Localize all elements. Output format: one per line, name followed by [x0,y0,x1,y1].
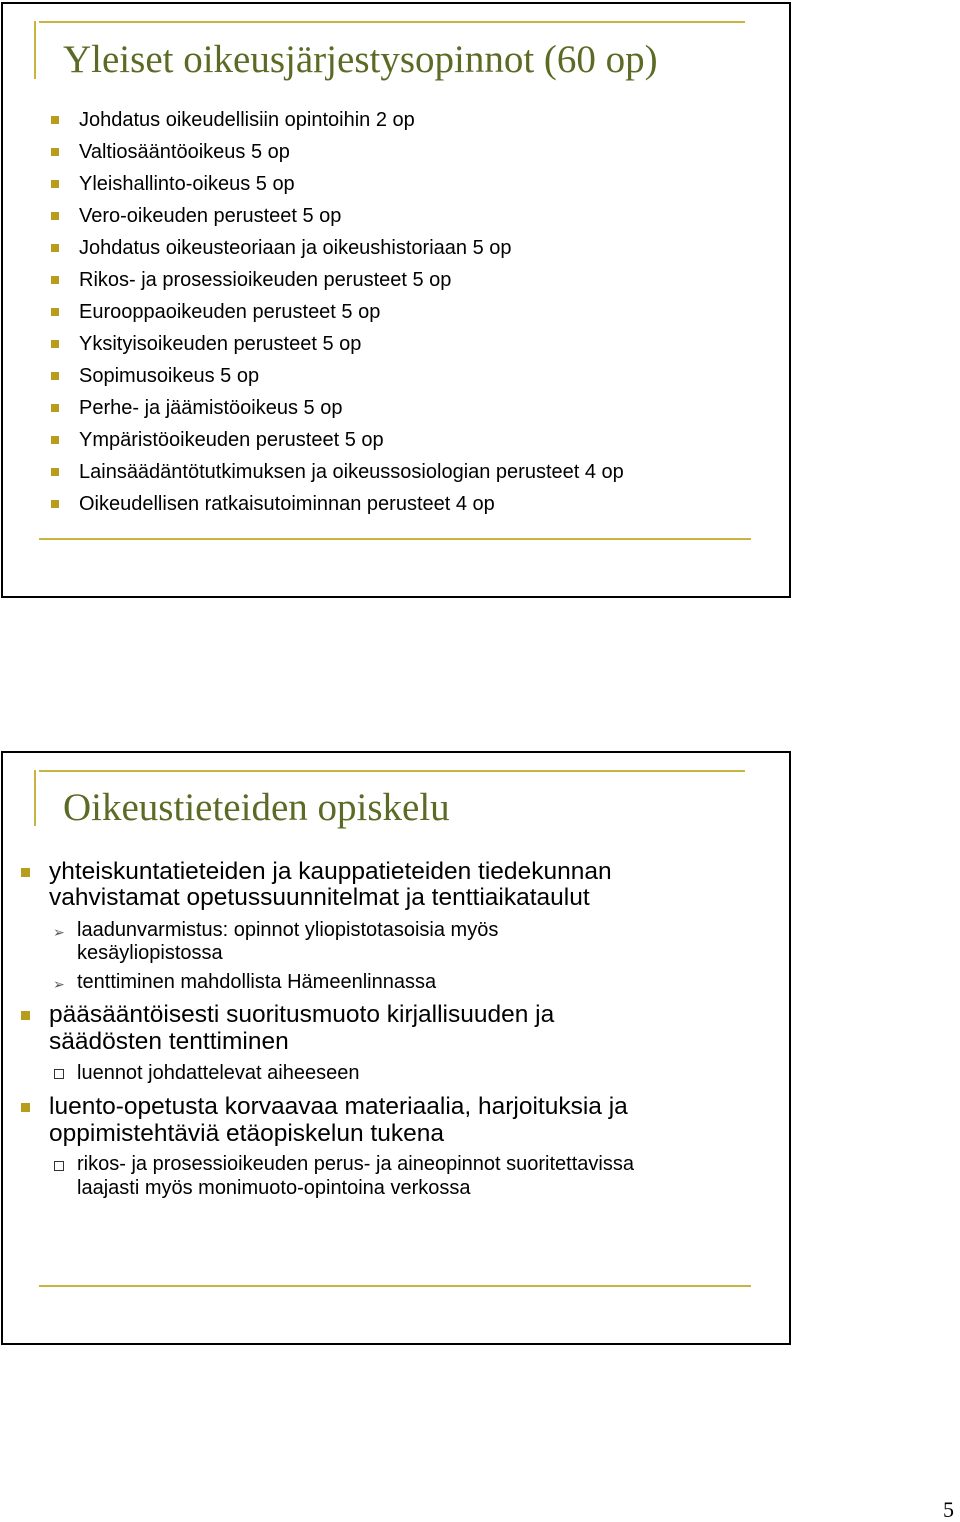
list-item: Johdatus oikeudellisiin opintoihin 2 op [79,109,415,131]
page-number: 5 [943,1497,954,1522]
bullet-icon [51,116,59,124]
decor-line-bottom [39,538,751,540]
decor-line-top [39,770,745,772]
bullet-icon [51,372,59,380]
arrow-bullet-icon: ➢ [53,976,65,992]
list-item: Ympäristöoikeuden perusteet 5 op [79,429,384,451]
list-item: Yleishallinto-oikeus 5 op [79,173,295,195]
decor-line-top [39,21,745,23]
bullet-icon [51,180,59,188]
point-2-sub-1: luennot johdattelevat aiheeseen [77,1062,360,1084]
bullet-icon [51,436,59,444]
bullet-icon [51,308,59,316]
list-item: Oikeudellisen ratkaisutoiminnan perusteet 4 op [79,493,495,515]
slide-2 [1,751,791,1345]
checkbox-bullet-icon [54,1069,64,1079]
point-3-sub-1-line-2: laajasti myös monimuoto-opintoina verkossa [77,1177,471,1199]
bullet-icon [21,1011,30,1020]
decor-line-left [34,21,36,79]
bullet-icon [21,1103,30,1112]
point-1-sub-1-line-2: kesäyliopistossa [77,942,223,964]
bullet-icon [51,468,59,476]
list-item: Yksityisoikeuden perusteet 5 op [79,333,362,355]
bullet-icon [51,148,59,156]
point-2-line-1: pääsääntöisesti suoritusmuoto kirjallisuuden ja [49,1001,555,1028]
arrow-bullet-icon: ➢ [53,924,65,940]
list-item: Eurooppaoikeuden perusteet 5 op [79,301,381,323]
point-3-line-1: luento-opetusta korvaavaa materiaalia, harjoituksia ja [49,1093,628,1120]
bullet-icon [51,340,59,348]
decor-line-bottom [39,1285,751,1287]
bullet-icon [51,500,59,508]
list-item: Johdatus oikeusteoriaan ja oikeushistoriaan 5 op [79,237,512,259]
point-1-line-1: yhteiskuntatieteiden ja kauppatieteiden tiedekunnan [49,858,612,885]
bullet-icon [21,868,30,877]
point-1-sub-1-line-1: laadunvarmistus: opinnot yliopistotasoisia myös [77,919,499,941]
slide-2-title: Oikeustieteiden opiskelu [63,786,450,829]
decor-line-left [34,770,36,826]
slide-1 [1,2,791,598]
list-item: Lainsäädäntötutkimuksen ja oikeussosiologian perusteet 4 op [79,461,624,483]
list-item: Perhe- ja jäämistöoikeus 5 op [79,397,343,419]
point-3-line-2: oppimistehtäviä etäopiskelun tukena [49,1120,444,1147]
point-3-sub-1-line-1: rikos- ja prosessioikeuden perus- ja aineopinnot suoritettavissa [77,1153,634,1175]
point-1-line-2: vahvistamat opetussuunnitelmat ja tenttiaikataulut [49,884,590,911]
bullet-icon [51,276,59,284]
checkbox-bullet-icon [54,1161,64,1171]
bullet-icon [51,212,59,220]
list-item: Rikos- ja prosessioikeuden perusteet 5 op [79,269,452,291]
bullet-icon [51,244,59,252]
point-1-sub-2: tenttiminen mahdollista Hämeenlinnassa [77,971,437,993]
list-item: Valtiosääntöoikeus 5 op [79,141,290,163]
slide-1-title: Yleiset oikeusjärjestysopinnot (60 op) [63,38,658,81]
list-item: Sopimusoikeus 5 op [79,365,260,387]
point-2-line-2: säädösten tenttiminen [49,1028,289,1055]
bullet-icon [51,404,59,412]
list-item: Vero-oikeuden perusteet 5 op [79,205,342,227]
